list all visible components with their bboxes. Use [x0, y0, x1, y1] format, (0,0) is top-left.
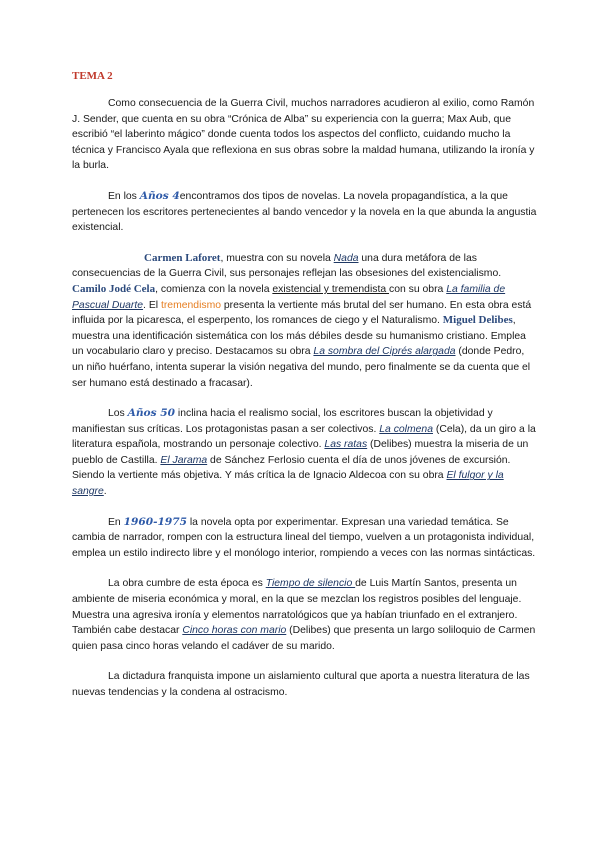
- text-span: la novela opta por experimentar. Expresan una variedad temática. Se cambia de narrador, rompen con la estructura lineal del tiempo, vuelven a un protagonista individual, emplea un estilo indirecto libre y el monólogo interior, rompiendo a veces con las normas sintácticas.: [72, 516, 536, 559]
- text-span: presenta la vertiente más brutal del ser humano. En esta obra está influida por la picaresca, el esperpento, los romances de ciego y el Naturalismo.: [72, 299, 532, 327]
- text-span: inclina hacia el realismo social, los escritores buscan la objetividad y manifiestan sus críticas. Los protagonistas pasan a ser colectivos.: [72, 408, 493, 435]
- work-title: La familia de Pascual Duarte: [72, 283, 506, 311]
- text-span: En los: [108, 190, 140, 202]
- text-span: , muestra con su novela: [220, 252, 334, 264]
- paragraph-exile: Como consecuencia de la Guerra Civil, muchos narradores acudieron al exilio, como Ramón J. Sender, que cuenta en su obra “Crónica de Alba” su experiencia con la guerra; Max Aub, que escribió “el laberinto mágico” donde cuenta todos los aspectos del conflicto, cuidando mucho la técnica y Francisco Ayala que reflexiona en sus obras sobre la maldad humana, utilizando la ironía y la burla.: [72, 98, 535, 172]
- text-span: (Cela), da un giro a la literatura española, mostrando un personaje colectivo.: [72, 423, 536, 451]
- work-title: Cinco horas con mario: [182, 625, 287, 637]
- work-title: Tiempo de silencio: [265, 578, 356, 590]
- text-span: Los: [108, 408, 128, 420]
- text-span: de Sánchez Ferlosio cuenta el día de unos jóvenes de excursión. Siendo la vertiente más objetiva. Y más crítica la de Ignacio Aldecoa con su obra: [72, 454, 511, 482]
- work-title: Nada: [333, 252, 359, 264]
- era-label: 1960-1975: [123, 515, 187, 528]
- underlined-text: existencial y tremendista: [272, 283, 390, 295]
- text-span: En: [108, 516, 124, 528]
- author-name: Camilo Jodé Cela: [72, 282, 156, 295]
- author-name: Miguel Delibes: [442, 314, 513, 327]
- text-span: , comienza con la novela: [155, 283, 273, 295]
- text-span: , muestra una identificación sistemática con los más débiles desde su humanismo cristiano. Emplea un vocabulario claro y preciso. Destacamos su obra: [72, 315, 526, 358]
- paragraph-masterpiece: [72, 576, 538, 654]
- paragraph-fifties: [72, 406, 538, 500]
- author-name: Carmen Laforet: [144, 251, 221, 264]
- text-span: (donde Pedro, un niño huérfano, intenta superar la visión negativa del mundo, pero finalmente se da cuenta que el ser humano está destinado a fracasar).: [72, 346, 531, 389]
- paragraph-sixties: [72, 515, 538, 562]
- text-span: de Luis Martín Santos, presenta un ambiente de miseria económica y moral, en la que se mezclan los registros posibles del lenguaje. Muestra una agresiva ironía y elementos narratológicos que ya habían triunfado en el extranjero. También cabe destacar: [72, 578, 522, 637]
- work-title: Las ratas: [324, 439, 368, 451]
- work-title: La sombra del Ciprés alargada: [313, 346, 456, 358]
- text-span: La obra cumbre de esta época es: [108, 578, 266, 590]
- text-span: .: [103, 486, 107, 498]
- text-span: una dura metáfora de las consecuencias de la Guerra Civil, sus personajes reflejan las obsesiones del existencialismo.: [72, 252, 502, 280]
- work-title: El fulgor y la sangre: [72, 470, 504, 498]
- paragraph-dictatorship: La dictadura franquista impone un aislamiento cultural que aporta a nuestra literatura de las nuevas tendencias y la condena al ostracismo.: [72, 671, 530, 698]
- era-label: Años 50: [127, 407, 176, 420]
- work-title: La colmena: [379, 423, 433, 435]
- page-title: TEMA 2: [72, 70, 113, 82]
- text-span: . El: [143, 299, 161, 311]
- text-span: (Delibes) muestra la miseria de un pueblo de Castilla.: [72, 439, 529, 466]
- highlighted-term: tremendismo: [160, 299, 222, 311]
- text-span: encontramos dos tipos de novelas. La novela propagandística, a la que pertenecen los escritores pertenecientes al bando vencedor y la novela en la que abunda la angustia existencial.: [72, 190, 537, 234]
- paragraph-forties: [72, 189, 538, 236]
- era-label: Años 4: [139, 189, 180, 202]
- work-title: El Jarama: [160, 454, 208, 466]
- paragraph-authors-forties: [72, 251, 538, 391]
- text-span: (Delibes) que presenta un largo soliloquio de Carmen quien pasa cinco horas velando el cadáver de su marido.: [72, 625, 536, 652]
- text-span: con su obra: [389, 283, 447, 295]
